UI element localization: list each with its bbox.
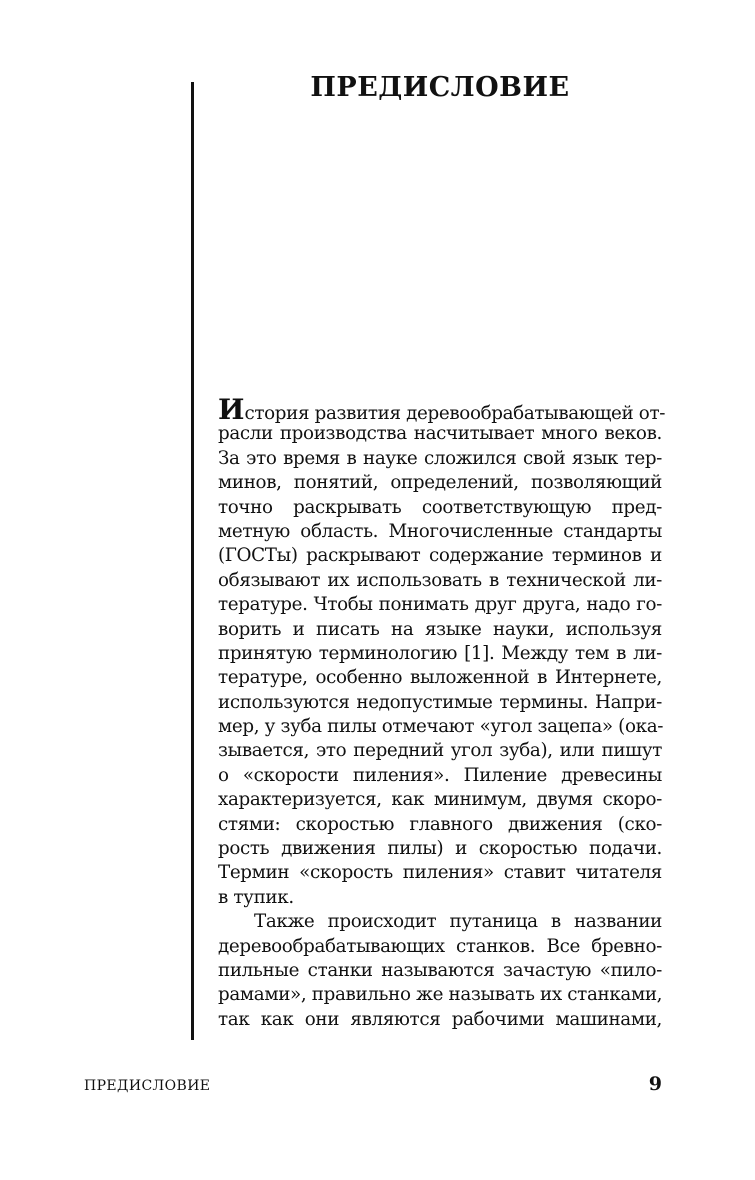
text-line: стями: скоростью главного движения (ско- (218, 813, 662, 835)
text-line: в тупик. (218, 886, 294, 908)
vertical-rule (191, 82, 194, 1040)
body-text (218, 393, 666, 1032)
text-line-content: стория развития деревообрабатывающей от- (244, 403, 666, 424)
text-line (218, 393, 666, 426)
text-line: принятую терминологию [1]. Между тем в ли- (218, 642, 662, 664)
text-line: (ГОСТы) раскрывают содержание терминов и (218, 545, 662, 567)
text-line: пильные станки называются зачастую «пило- (218, 959, 662, 981)
text-line: метную область. Многочисленные стандарты (218, 520, 662, 542)
text-line: используются недопустимые термины. Напри- (218, 691, 662, 713)
running-footer-section: ПРЕДИСЛОВИЕ (84, 1078, 211, 1094)
text-line: рость движения пилы) и скоростью подачи. (218, 838, 662, 860)
page-title: ПРЕДИСЛОВИЕ (310, 72, 570, 103)
text-line: деревообрабатывающих станков. Все бревно- (218, 935, 662, 957)
text-line: так как они являются рабочими машинами, (218, 1008, 662, 1030)
text-line: минов, понятий, определений, позволяющий (218, 472, 662, 494)
text-line: зывается, это передний угол зуба), или пишут (218, 740, 662, 762)
text-line: Термин «скорость пиления» ставит читателя (218, 862, 662, 884)
text-line: рамами», правильно же называть их станками, (218, 984, 663, 1006)
text-line: тературе, особенно выложенной в Интернете, (218, 667, 662, 689)
text-line: о «скорости пиления». Пиление древесины (218, 764, 662, 786)
text-line: ворить и писать на языке науки, используя (218, 618, 662, 640)
text-line: Также происходит путаница в названии (254, 911, 662, 933)
text-line: тературе. Чтобы понимать друг друга, надо го- (218, 594, 662, 616)
text-line: расли производства насчитывает много веков. (218, 423, 662, 445)
text-line: За это время в науке сложился свой язык тер- (218, 447, 662, 469)
page-number: 9 (648, 1073, 662, 1095)
text-line: характеризуется, как минимум, двумя скоро- (218, 789, 662, 811)
text-line: мер, у зуба пилы отмечают «угол зацепа» (ока- (218, 716, 664, 738)
text-line: точно раскрывать соответствующую пред- (218, 496, 662, 518)
text-line: обязывают их использовать в технической ли- (218, 569, 662, 591)
drop-cap: И (218, 393, 245, 426)
